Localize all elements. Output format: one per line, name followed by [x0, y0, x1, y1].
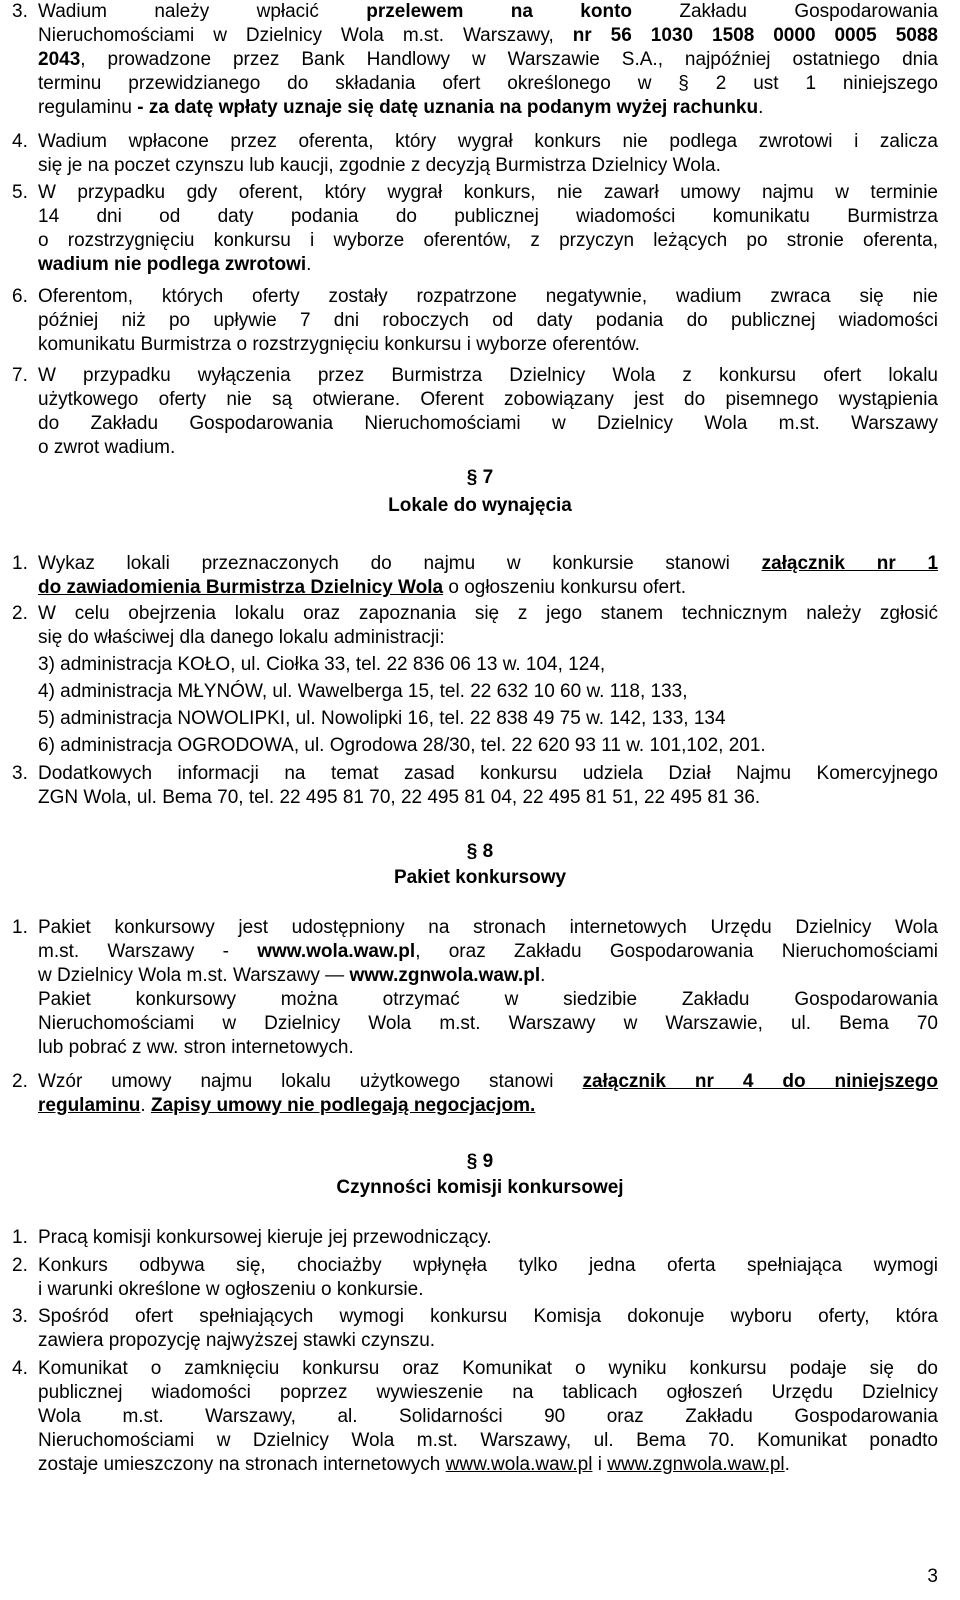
text-line: do zawiadomienia Burmistrza Dzielnicy Wola o ogłoszeniu konkursu ofert.	[38, 577, 686, 598]
link-wola[interactable]: www.wola.waw.pl	[445, 1454, 593, 1475]
text-line: Pakiet konkursowy można otrzymać w siedzibie Zakładu Gospodarowania	[38, 989, 938, 1010]
text-line: o zwrot wadium.	[38, 437, 176, 458]
text-line: m.st. Warszawy - www.wola.waw.pl, oraz Zakładu Gospodarowania Nieruchomościami	[38, 941, 938, 962]
section-7-item-3	[12, 762, 938, 810]
section-9-item-4	[12, 1357, 938, 1477]
section-title: Czynności komisji konkursowej	[336, 1177, 624, 1198]
text-line: publicznej wiadomości poprzez wywieszenie na tablicach ogłoszeń Urzędu Dzielnicy	[38, 1382, 938, 1403]
text-line: się je na poczet czynszu lub kaucji, zgodnie z decyzją Burmistrza Dzielnicy Wola.	[38, 155, 721, 176]
section-title: Pakiet konkursowy	[393, 867, 567, 888]
text-line: Pracą komisji konkursowej kieruje jej przewodniczący.	[38, 1227, 492, 1248]
text-line: lub pobrać z ww. stron internetowych.	[38, 1037, 354, 1058]
item-number: 4.	[12, 1358, 28, 1379]
text-line: Wzór umowy najmu lokalu użytkowego stanowi załącznik nr 4 do niniejszego	[38, 1071, 938, 1092]
text-line: o rozstrzygnięciu konkursu i wyborze oferentów, z przyczyn leżących po stronie oferenta,	[38, 230, 938, 251]
text-line: regulaminu. Zapisy umowy nie podlegają negocjacjom.	[38, 1095, 536, 1116]
section-9-item-1	[12, 1226, 938, 1250]
item-number: 2.	[12, 1071, 28, 1092]
text-line: Nieruchomościami w Dzielnicy Wola m.st. Warszawy w Warszawie, ul. Bema 70	[38, 1013, 938, 1034]
text-line: Oferentom, których oferty zostały rozpatrzone negatywnie, wadium zwraca się nie	[38, 286, 938, 307]
text-line: 14 dni od daty podania do publicznej wiadomości komunikatu Burmistrza	[38, 206, 938, 227]
text-line: Spośród ofert spełniających wymogi konkursu Komisja dokonuje wyboru oferty, która	[38, 1306, 938, 1327]
text-line: ZGN Wola, ul. Bema 70, tel. 22 495 81 70, 22 495 81 04, 22 495 81 51, 22 495 81 36.	[38, 787, 761, 808]
item-number: 2.	[12, 603, 28, 624]
text-line: W przypadku gdy oferent, który wygrał konkurs, nie zawarł umowy najmu w terminie	[38, 182, 938, 203]
paragraph-7	[12, 364, 938, 460]
text-line: zostaje umieszczony na stronach internetowych www.wola.waw.pl i www.zgnwola.waw.pl.	[38, 1454, 790, 1475]
text-line: i warunki określone w ogłoszeniu o konkursie.	[38, 1279, 424, 1300]
text-line: Dodatkowych informacji na temat zasad konkursu udziela Dział Najmu Komercyjnego	[38, 763, 938, 784]
paragraph-5	[12, 181, 938, 277]
text-line: Konkurs odbywa się, chociażby wpłynęła tylko jedna oferta spełniająca wymogi	[38, 1255, 938, 1276]
section-9-item-2	[12, 1254, 938, 1302]
text-line: Wykaz lokali przeznaczonych do najmu w konkursie stanowi załącznik nr 1	[38, 553, 938, 574]
text-line: użytkowego oferty nie są otwierane. Oferent zobowiązany jest do pisemnego wystąpienia	[38, 389, 938, 410]
item-number: 6.	[12, 286, 28, 307]
section-9-item-3	[12, 1305, 938, 1353]
text-line: Nieruchomościami w Dzielnicy Wola m.st. Warszawy, nr 56 1030 1508 0000 0005 5088	[38, 25, 938, 46]
text-line: komunikatu Burmistrza o rozstrzygnięciu konkursu i wyborze oferentów.	[38, 334, 640, 355]
item-number: 2.	[12, 1255, 28, 1276]
text-line: W przypadku wyłączenia przez Burmistrza Dzielnicy Wola z konkursu ofert lokalu	[38, 365, 938, 386]
text-line: się do właściwej dla danego lokalu administracji:	[38, 627, 445, 648]
item-number: 3.	[12, 1306, 28, 1327]
administration-entry: 5) administracja NOWOLIPKI, ul. Nowolipki 16, tel. 22 838 49 75 w. 142, 133, 134	[38, 708, 726, 729]
section-number: § 7	[466, 467, 494, 488]
text-line: Wadium należy wpłacić przelewem na konto Zakładu Gospodarowania	[38, 1, 938, 22]
item-number: 3.	[12, 1, 28, 22]
text-line: zawiera propozycję najwyższej stawki czynszu.	[38, 1330, 436, 1351]
section-number: § 8	[466, 841, 494, 862]
page-number: 3	[927, 1566, 938, 1587]
text-line: Komunikat o zamknięciu konkursu oraz Komunikat o wyniku konkursu podaje się do	[38, 1358, 938, 1379]
text-line: Nieruchomościami w Dzielnicy Wola m.st. Warszawy, ul. Bema 70. Komunikat ponadto	[38, 1430, 938, 1451]
text-line: 2043, prowadzone przez Bank Handlowy w Warszawie S.A., najpóźniej ostatniego dnia	[38, 49, 938, 70]
item-number: 3.	[12, 763, 28, 784]
text-line: do Zakładu Gospodarowania Nieruchomościami w Dzielnicy Wola m.st. Warszawy	[38, 413, 938, 434]
paragraph-6	[12, 285, 938, 357]
text-line: regulaminu - za datę wpłaty uznaje się datę uznania na podanym wyżej rachunku.	[38, 97, 764, 118]
section-7-item-2	[12, 602, 938, 758]
section-8-item-1	[12, 916, 938, 1060]
paragraph-3	[12, 0, 938, 120]
section-number: § 9	[466, 1151, 494, 1172]
text-line: Wadium wpłacone przez oferenta, który wygrał konkurs nie podlega zwrotowi i zalicza	[38, 131, 938, 152]
item-number: 1.	[12, 1227, 28, 1248]
text-line: W celu obejrzenia lokalu oraz zapoznania się z jego stanem technicznym należy zgłosić	[38, 603, 938, 624]
section-8-item-2	[12, 1070, 938, 1118]
link-wola: www.wola.waw.pl	[257, 941, 416, 962]
administration-entry: 4) administracja MŁYNÓW, ul. Wawelberga 15, tel. 22 632 10 60 w. 118, 133,	[38, 681, 688, 702]
text-line: w Dzielnicy Wola m.st. Warszawy — www.zgnwola.waw.pl.	[38, 965, 546, 986]
administration-entry: 3) administracja KOŁO, ul. Ciołka 33, tel. 22 836 06 13 w. 104, 124,	[38, 654, 606, 675]
item-number: 7.	[12, 365, 28, 386]
text-line: później niż po upływie 7 dni roboczych od daty podania do publicznej wiadomości	[38, 310, 938, 331]
section-7-item-1	[12, 552, 938, 600]
link-zgnwola[interactable]: www.zgnwola.waw.pl	[607, 1454, 785, 1475]
administration-entry: 6) administracja OGRODOWA, ul. Ogrodowa 28/30, tel. 22 620 93 11 w. 101,102, 201.	[38, 735, 766, 756]
text-line: Wola m.st. Warszawy, al. Solidarności 90 oraz Zakładu Gospodarowania	[38, 1406, 938, 1427]
section-title: Lokale do wynajęcia	[388, 495, 572, 516]
item-number: 5.	[12, 182, 28, 203]
item-number: 1.	[12, 917, 28, 938]
paragraph-4	[12, 130, 938, 178]
link-zgnwola: www.zgnwola.waw.pl	[349, 965, 541, 986]
item-number: 1.	[12, 553, 28, 574]
item-number: 4.	[12, 131, 28, 152]
text-line: Pakiet konkursowy jest udostępniony na stronach internetowych Urzędu Dzielnicy Wola	[38, 917, 938, 938]
text-line: wadium nie podlega zwrotowi.	[38, 254, 312, 275]
text-line: terminu przewidzianego do składania ofert określonego w § 2 ust 1 niniejszego	[38, 73, 938, 94]
